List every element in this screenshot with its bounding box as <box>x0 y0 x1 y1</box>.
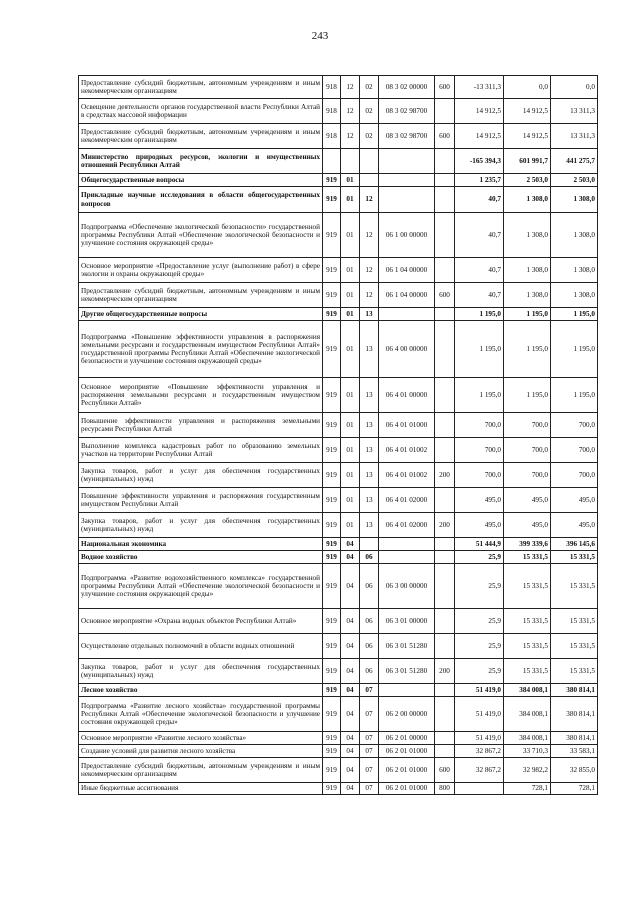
row-expense-type-cell <box>435 149 455 174</box>
row-name-cell: Подпрограмма «Обеспечение экологической безопасности» государственной программы Республики Алтай «Обеспечение экологической безопасности и улучшение состояния окружающей среды» <box>79 213 323 258</box>
row-subsection-cell: 13 <box>360 513 379 538</box>
row-name-cell: Основное мероприятие «Предоставление услуг (выполнение работ) в сфере экологии и охраны окружающей среды» <box>79 258 323 283</box>
row-subsection-cell: 12 <box>360 258 379 283</box>
row-amount-3-cell: 700,0 <box>551 413 598 438</box>
row-name-cell: Другие общегосударственные вопросы <box>79 308 323 321</box>
row-amount-1-cell: 25,9 <box>455 564 504 609</box>
table-row <box>79 488 598 513</box>
row-target-article-cell <box>379 187 435 213</box>
row-section-cell: 04 <box>341 551 360 564</box>
row-ved-cell: 918 <box>323 99 341 124</box>
row-ved-cell: 918 <box>323 76 341 99</box>
row-expense-type-cell <box>435 732 455 745</box>
row-amount-2-cell: 1 195,0 <box>504 308 551 321</box>
row-amount-3-cell: 728,1 <box>551 783 598 795</box>
row-target-article-cell: 06 4 01 02000 <box>379 513 435 538</box>
row-amount-2-cell: 14 912,5 <box>504 124 551 149</box>
row-target-article-cell <box>379 174 435 187</box>
row-amount-3-cell: 1 308,0 <box>551 283 598 308</box>
row-target-article-cell: 06 3 01 51280 <box>379 634 435 659</box>
row-section-cell: 01 <box>341 463 360 488</box>
row-expense-type-cell <box>435 174 455 187</box>
row-name-cell: Предоставление субсидий бюджетным, автономным учреждениям и иным некоммерческим организациям <box>79 283 323 308</box>
row-ved-cell: 919 <box>323 659 341 684</box>
row-section-cell: 01 <box>341 258 360 283</box>
row-amount-3-cell: 32 855,0 <box>551 758 598 783</box>
row-name-cell: Основное мероприятие «Развитие лесного хозяйства» <box>79 732 323 745</box>
row-ved-cell: 919 <box>323 758 341 783</box>
row-amount-2-cell: 728,1 <box>504 783 551 795</box>
row-subsection-cell: 06 <box>360 564 379 609</box>
row-section-cell: 04 <box>341 758 360 783</box>
row-target-article-cell: 06 4 01 00000 <box>379 378 435 413</box>
row-ved-cell: 919 <box>323 488 341 513</box>
row-name-cell: Предоставление субсидий бюджетным, автономным учреждениям и иным некоммерческим организациям <box>79 758 323 783</box>
row-amount-2-cell: 384 008,1 <box>504 697 551 732</box>
row-subsection-cell: 13 <box>360 378 379 413</box>
row-ved-cell: 919 <box>323 438 341 463</box>
row-amount-1-cell: 25,9 <box>455 659 504 684</box>
row-target-article-cell <box>379 149 435 174</box>
table-row <box>79 174 598 187</box>
row-ved-cell: 919 <box>323 463 341 488</box>
row-amount-1-cell: 700,0 <box>455 463 504 488</box>
row-amount-1-cell: 25,9 <box>455 609 504 634</box>
row-amount-3-cell: 1 195,0 <box>551 321 598 378</box>
table-row <box>79 413 598 438</box>
row-amount-1-cell: 495,0 <box>455 488 504 513</box>
row-amount-2-cell: 0,0 <box>504 76 551 99</box>
row-amount-2-cell: 2 503,0 <box>504 174 551 187</box>
table-row <box>79 684 598 697</box>
row-expense-type-cell <box>435 488 455 513</box>
table-row <box>79 551 598 564</box>
row-amount-2-cell: 700,0 <box>504 413 551 438</box>
row-name-cell: Подпрограмма «Развитие лесного хозяйства» государственной программы Республики Алтай «Обеспечение экологической безопасности и улучшение состояния окружающей среды» <box>79 697 323 732</box>
table-row <box>79 258 598 283</box>
row-expense-type-cell <box>435 538 455 551</box>
row-name-cell: Повышение эффективности управления и распоряжения земельными ресурсами Республики Алтай <box>79 413 323 438</box>
row-expense-type-cell: 600 <box>435 758 455 783</box>
row-amount-3-cell: 1 195,0 <box>551 378 598 413</box>
row-expense-type-cell <box>435 258 455 283</box>
row-subsection-cell: 12 <box>360 213 379 258</box>
row-subsection-cell <box>360 149 379 174</box>
row-amount-1-cell: 25,9 <box>455 551 504 564</box>
row-amount-3-cell: 15 331,5 <box>551 634 598 659</box>
row-subsection-cell: 07 <box>360 697 379 732</box>
row-name-cell: Основное мероприятие «Охрана водных объектов Республики Алтай» <box>79 609 323 634</box>
row-subsection-cell <box>360 174 379 187</box>
row-section-cell: 01 <box>341 283 360 308</box>
row-expense-type-cell <box>435 321 455 378</box>
row-subsection-cell: 06 <box>360 551 379 564</box>
table-row <box>79 732 598 745</box>
row-amount-2-cell: 33 710,3 <box>504 745 551 758</box>
row-ved-cell: 919 <box>323 513 341 538</box>
row-ved-cell: 919 <box>323 745 341 758</box>
row-amount-1-cell: 51 419,0 <box>455 697 504 732</box>
row-expense-type-cell: 600 <box>435 124 455 149</box>
row-name-cell: Прикладные научные исследования в области общегосударственных вопросов <box>79 187 323 213</box>
row-amount-1-cell <box>455 783 504 795</box>
row-amount-2-cell: 495,0 <box>504 488 551 513</box>
table-row <box>79 124 598 149</box>
table-row <box>79 564 598 609</box>
row-expense-type-cell: 200 <box>435 463 455 488</box>
row-name-cell: Повышение эффективности управления и распоряжения государственным имуществом Республики Алтай <box>79 488 323 513</box>
table-row <box>79 378 598 413</box>
row-ved-cell: 919 <box>323 174 341 187</box>
row-name-cell: Подпрограмма «Развитие водохозяйственного комплекса» государственной программы Республики Алтай «Обеспечение экологической безопасности и улучшение состояния окружающей среды» <box>79 564 323 609</box>
row-subsection-cell: 13 <box>360 321 379 378</box>
table-row <box>79 659 598 684</box>
row-target-article-cell: 06 1 04 00000 <box>379 258 435 283</box>
table-row <box>79 99 598 124</box>
row-name-cell: Закупка товаров, работ и услуг для обеспечения государственных (муниципальных) нужд <box>79 463 323 488</box>
row-section-cell: 04 <box>341 564 360 609</box>
row-section-cell: 01 <box>341 213 360 258</box>
table-row <box>79 634 598 659</box>
table-row <box>79 149 598 174</box>
row-amount-2-cell: 384 008,1 <box>504 684 551 697</box>
row-amount-1-cell: 40,7 <box>455 258 504 283</box>
row-amount-2-cell: 700,0 <box>504 438 551 463</box>
row-ved-cell: 919 <box>323 684 341 697</box>
row-amount-2-cell: 601 991,7 <box>504 149 551 174</box>
table-row <box>79 321 598 378</box>
row-target-article-cell: 08 3 02 98700 <box>379 99 435 124</box>
table-row <box>79 538 598 551</box>
row-subsection-cell: 07 <box>360 745 379 758</box>
row-section-cell: 04 <box>341 634 360 659</box>
row-amount-3-cell: 15 331,5 <box>551 564 598 609</box>
row-amount-1-cell: 40,7 <box>455 283 504 308</box>
row-name-cell: Создание условий для развития лесного хозяйства <box>79 745 323 758</box>
row-amount-3-cell: 1 308,0 <box>551 258 598 283</box>
row-target-article-cell: 06 2 01 01000 <box>379 758 435 783</box>
row-target-article-cell: 06 2 01 00000 <box>379 732 435 745</box>
row-amount-2-cell: 1 308,0 <box>504 258 551 283</box>
row-expense-type-cell <box>435 684 455 697</box>
row-section-cell: 04 <box>341 697 360 732</box>
row-amount-1-cell: 1 195,0 <box>455 378 504 413</box>
row-amount-2-cell: 15 331,5 <box>504 609 551 634</box>
row-expense-type-cell <box>435 378 455 413</box>
row-ved-cell: 919 <box>323 413 341 438</box>
row-ved-cell: 919 <box>323 564 341 609</box>
row-subsection-cell: 13 <box>360 438 379 463</box>
row-amount-3-cell: 33 583,1 <box>551 745 598 758</box>
row-amount-1-cell: 32 867,2 <box>455 745 504 758</box>
row-ved-cell: 919 <box>323 378 341 413</box>
row-amount-3-cell: 13 311,3 <box>551 124 598 149</box>
table-row <box>79 187 598 213</box>
row-amount-3-cell: 13 311,3 <box>551 99 598 124</box>
row-target-article-cell: 06 1 00 00000 <box>379 213 435 258</box>
row-target-article-cell: 06 2 00 00000 <box>379 697 435 732</box>
row-section-cell: 12 <box>341 124 360 149</box>
row-expense-type-cell <box>435 609 455 634</box>
row-amount-3-cell: 1 308,0 <box>551 187 598 213</box>
row-subsection-cell: 12 <box>360 187 379 213</box>
row-subsection-cell: 07 <box>360 783 379 795</box>
row-amount-3-cell: 700,0 <box>551 463 598 488</box>
row-target-article-cell: 06 3 01 51280 <box>379 659 435 684</box>
row-amount-3-cell: 700,0 <box>551 438 598 463</box>
row-name-cell: Освещение деятельности органов государственной власти Республики Алтай в средствах массовой информации <box>79 99 323 124</box>
table-row <box>79 697 598 732</box>
row-amount-2-cell: 1 308,0 <box>504 187 551 213</box>
row-amount-1-cell: 40,7 <box>455 187 504 213</box>
row-section-cell: 01 <box>341 187 360 213</box>
row-section-cell: 01 <box>341 513 360 538</box>
row-ved-cell: 919 <box>323 634 341 659</box>
row-target-article-cell: 06 4 00 00000 <box>379 321 435 378</box>
row-name-cell: Основное мероприятие «Повышение эффективности управления и распоряжения земельными ресурсами и государственным имуществом Республики Алтай» <box>79 378 323 413</box>
row-section-cell: 04 <box>341 745 360 758</box>
row-section-cell: 01 <box>341 413 360 438</box>
row-amount-3-cell: 441 275,7 <box>551 149 598 174</box>
row-amount-2-cell: 15 331,5 <box>504 659 551 684</box>
row-amount-1-cell: 40,7 <box>455 213 504 258</box>
row-amount-1-cell: 25,9 <box>455 634 504 659</box>
row-amount-2-cell: 1 195,0 <box>504 378 551 413</box>
row-ved-cell: 919 <box>323 609 341 634</box>
table-row <box>79 758 598 783</box>
row-amount-1-cell: 495,0 <box>455 513 504 538</box>
table-row <box>79 783 598 795</box>
row-expense-type-cell <box>435 745 455 758</box>
row-expense-type-cell: 200 <box>435 659 455 684</box>
row-name-cell: Осуществление отдельных полномочий в области водных отношений <box>79 634 323 659</box>
table-row <box>79 745 598 758</box>
row-subsection-cell: 02 <box>360 99 379 124</box>
row-amount-3-cell: 380 814,1 <box>551 697 598 732</box>
row-amount-1-cell: -165 394,3 <box>455 149 504 174</box>
row-section-cell: 04 <box>341 732 360 745</box>
row-amount-1-cell: 1 195,0 <box>455 321 504 378</box>
row-section-cell: 01 <box>341 488 360 513</box>
row-target-article-cell <box>379 684 435 697</box>
row-name-cell: Закупка товаров, работ и услуг для обеспечения государственных (муниципальных) нужд <box>79 513 323 538</box>
row-amount-3-cell: 1 308,0 <box>551 213 598 258</box>
row-target-article-cell <box>379 308 435 321</box>
row-target-article-cell: 06 2 01 01000 <box>379 745 435 758</box>
row-amount-3-cell: 15 331,5 <box>551 551 598 564</box>
row-expense-type-cell <box>435 187 455 213</box>
row-amount-2-cell: 399 339,6 <box>504 538 551 551</box>
row-amount-3-cell: 1 195,0 <box>551 308 598 321</box>
row-ved-cell: 918 <box>323 124 341 149</box>
row-amount-3-cell: 396 145,6 <box>551 538 598 551</box>
row-target-article-cell: 06 3 00 00000 <box>379 564 435 609</box>
table-row <box>79 463 598 488</box>
row-amount-1-cell: 700,0 <box>455 413 504 438</box>
row-subsection-cell: 07 <box>360 758 379 783</box>
row-name-cell: Предоставление субсидий бюджетным, автономным учреждениям и иным некоммерческим организациям <box>79 76 323 99</box>
row-subsection-cell: 13 <box>360 488 379 513</box>
row-amount-2-cell: 1 308,0 <box>504 283 551 308</box>
row-amount-3-cell: 380 814,1 <box>551 732 598 745</box>
row-section-cell: 01 <box>341 378 360 413</box>
row-amount-3-cell: 15 331,5 <box>551 659 598 684</box>
row-expense-type-cell <box>435 413 455 438</box>
row-subsection-cell: 06 <box>360 659 379 684</box>
table-row <box>79 213 598 258</box>
row-section-cell: 04 <box>341 659 360 684</box>
row-amount-1-cell: 51 419,0 <box>455 684 504 697</box>
row-target-article-cell: 06 2 01 01000 <box>379 783 435 795</box>
row-ved-cell: 919 <box>323 258 341 283</box>
row-amount-2-cell: 1 195,0 <box>504 321 551 378</box>
row-expense-type-cell <box>435 551 455 564</box>
row-amount-1-cell: 14 912,5 <box>455 124 504 149</box>
row-amount-2-cell: 384 008,1 <box>504 732 551 745</box>
row-expense-type-cell <box>435 634 455 659</box>
row-section-cell: 04 <box>341 609 360 634</box>
row-expense-type-cell <box>435 308 455 321</box>
row-subsection-cell: 07 <box>360 684 379 697</box>
row-target-article-cell <box>379 551 435 564</box>
row-amount-3-cell: 495,0 <box>551 488 598 513</box>
row-subsection-cell: 12 <box>360 283 379 308</box>
row-amount-2-cell: 495,0 <box>504 513 551 538</box>
row-ved-cell: 919 <box>323 551 341 564</box>
row-amount-2-cell: 32 982,2 <box>504 758 551 783</box>
row-amount-1-cell: 51 419,0 <box>455 732 504 745</box>
row-ved-cell: 919 <box>323 697 341 732</box>
row-subsection-cell: 13 <box>360 463 379 488</box>
row-name-cell: Подпрограмма «Повышение эффективности управления в распоряжения земельными ресурсами и государственным имуществом Республики Алтай» государственной программы Республики Алтай «Обеспечение экологической безопасности и улучшение состояния окружающей среды» <box>79 321 323 378</box>
row-section-cell <box>341 149 360 174</box>
row-target-article-cell: 08 3 02 00000 <box>379 76 435 99</box>
table-row <box>79 438 598 463</box>
row-amount-2-cell: 700,0 <box>504 463 551 488</box>
row-subsection-cell: 02 <box>360 76 379 99</box>
row-ved-cell: 919 <box>323 187 341 213</box>
row-section-cell: 04 <box>341 783 360 795</box>
row-amount-2-cell: 15 331,5 <box>504 551 551 564</box>
table-row <box>79 283 598 308</box>
row-expense-type-cell: 600 <box>435 76 455 99</box>
row-amount-1-cell: 700,0 <box>455 438 504 463</box>
row-name-cell: Национальная экономика <box>79 538 323 551</box>
row-name-cell: Выполнение комплекса кадастровых работ по образованию земельных участков на территории Республики Алтай <box>79 438 323 463</box>
row-ved-cell: 919 <box>323 732 341 745</box>
row-subsection-cell: 02 <box>360 124 379 149</box>
row-subsection-cell: 13 <box>360 308 379 321</box>
row-amount-1-cell: -13 311,3 <box>455 76 504 99</box>
row-target-article-cell: 06 3 01 00000 <box>379 609 435 634</box>
row-target-article-cell: 06 4 01 02000 <box>379 488 435 513</box>
row-expense-type-cell <box>435 564 455 609</box>
row-expense-type-cell <box>435 213 455 258</box>
row-expense-type-cell <box>435 438 455 463</box>
row-section-cell: 12 <box>341 99 360 124</box>
row-ved-cell: 919 <box>323 538 341 551</box>
row-section-cell: 01 <box>341 321 360 378</box>
row-target-article-cell <box>379 538 435 551</box>
row-amount-1-cell: 51 444,9 <box>455 538 504 551</box>
row-section-cell: 01 <box>341 308 360 321</box>
row-section-cell: 12 <box>341 76 360 99</box>
row-amount-2-cell: 14 912,5 <box>504 99 551 124</box>
row-amount-2-cell: 15 331,5 <box>504 634 551 659</box>
page-number: 243 <box>311 30 329 42</box>
row-ved-cell: 919 <box>323 308 341 321</box>
row-name-cell: Иные бюджетные ассигнования <box>79 783 323 795</box>
table-row <box>79 513 598 538</box>
row-section-cell: 01 <box>341 174 360 187</box>
row-amount-3-cell: 15 331,5 <box>551 609 598 634</box>
row-amount-2-cell: 15 331,5 <box>504 564 551 609</box>
row-name-cell: Закупка товаров, работ и услуг для обеспечения государственных (муниципальных) нужд <box>79 659 323 684</box>
row-name-cell: Министерство природных ресурсов, экологии и имущественных отношений Республики Алтай <box>79 149 323 174</box>
row-expense-type-cell: 200 <box>435 513 455 538</box>
row-amount-3-cell: 0,0 <box>551 76 598 99</box>
row-expense-type-cell <box>435 697 455 732</box>
row-section-cell: 04 <box>341 538 360 551</box>
row-target-article-cell: 06 1 04 00000 <box>379 283 435 308</box>
row-expense-type-cell <box>435 99 455 124</box>
row-target-article-cell: 06 4 01 01002 <box>379 438 435 463</box>
row-amount-3-cell: 380 814,1 <box>551 684 598 697</box>
table-row <box>79 308 598 321</box>
row-amount-1-cell: 14 912,5 <box>455 99 504 124</box>
budget-table <box>78 75 598 795</box>
row-amount-1-cell: 1 195,0 <box>455 308 504 321</box>
row-amount-1-cell: 1 235,7 <box>455 174 504 187</box>
row-name-cell: Лесное хозяйство <box>79 684 323 697</box>
row-expense-type-cell: 800 <box>435 783 455 795</box>
row-amount-1-cell: 32 867,2 <box>455 758 504 783</box>
row-subsection-cell: 06 <box>360 634 379 659</box>
row-ved-cell: 919 <box>323 213 341 258</box>
table-row <box>79 609 598 634</box>
row-subsection-cell: 07 <box>360 732 379 745</box>
row-name-cell: Водное хозяйство <box>79 551 323 564</box>
row-section-cell: 04 <box>341 684 360 697</box>
row-subsection-cell <box>360 538 379 551</box>
row-ved-cell: 919 <box>323 321 341 378</box>
row-amount-3-cell: 2 503,0 <box>551 174 598 187</box>
row-amount-3-cell: 495,0 <box>551 513 598 538</box>
row-name-cell: Предоставление субсидий бюджетным, автономным учреждениям и иным некоммерческим организациям <box>79 124 323 149</box>
row-ved-cell <box>323 149 341 174</box>
row-target-article-cell: 06 4 01 01002 <box>379 463 435 488</box>
budget-table-body <box>79 76 598 795</box>
row-amount-2-cell: 1 308,0 <box>504 213 551 258</box>
table-row <box>79 76 598 99</box>
row-section-cell: 01 <box>341 438 360 463</box>
row-subsection-cell: 13 <box>360 413 379 438</box>
row-name-cell: Общегосударственные вопросы <box>79 174 323 187</box>
row-target-article-cell: 06 4 01 01000 <box>379 413 435 438</box>
row-ved-cell: 919 <box>323 283 341 308</box>
row-expense-type-cell: 600 <box>435 283 455 308</box>
row-target-article-cell: 08 3 02 98700 <box>379 124 435 149</box>
row-subsection-cell: 06 <box>360 609 379 634</box>
row-ved-cell: 919 <box>323 783 341 795</box>
